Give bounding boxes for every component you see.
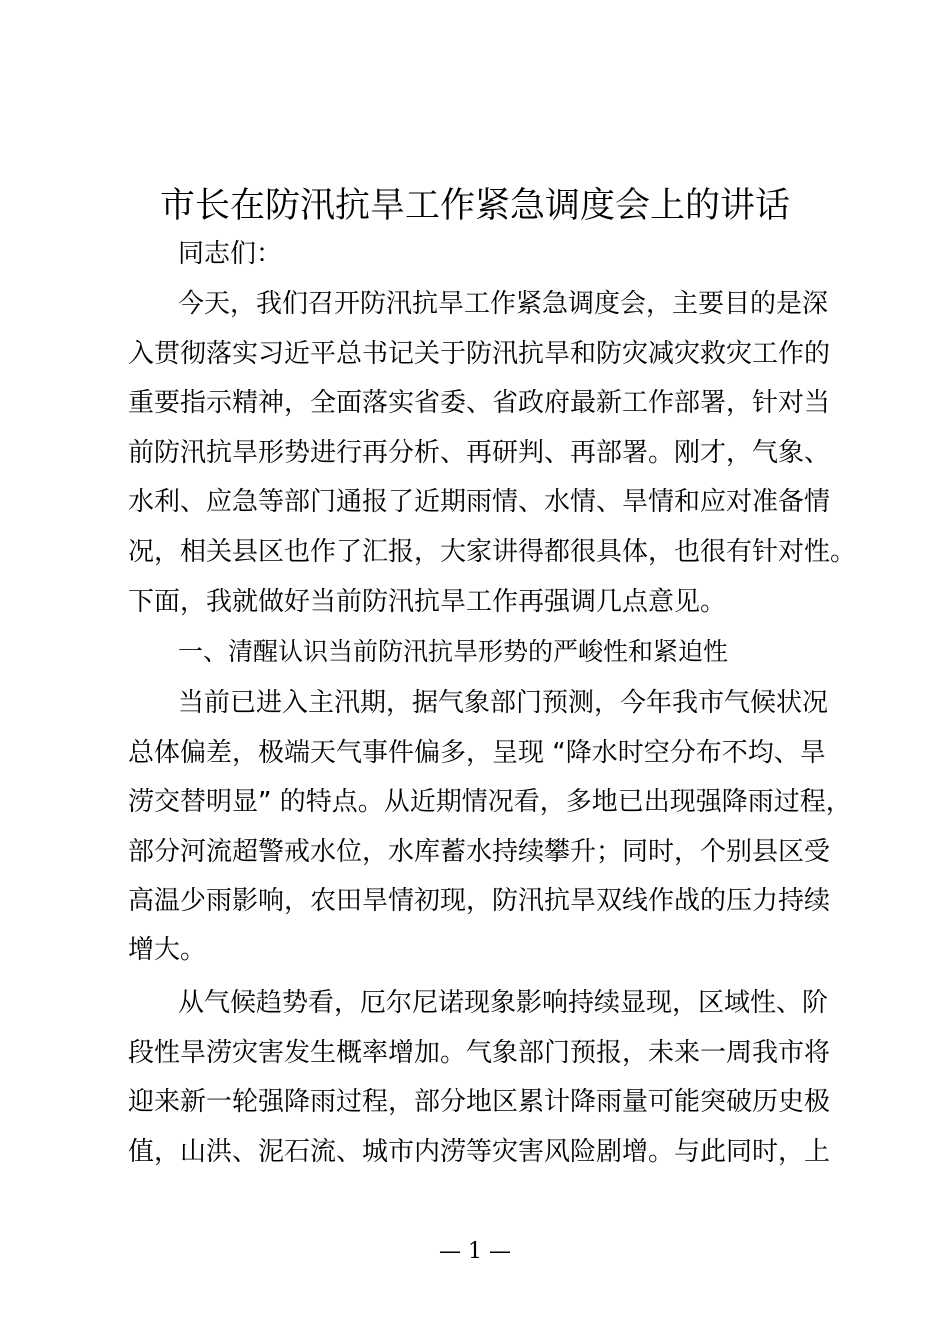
paragraph-2-line: 当前已进入主汛期，据气象部门预测，今年我市气候状况 [178, 688, 829, 718]
paragraph-1-line: 重要指示精神，全面落实省委、省政府最新工作部署，针对当 [128, 388, 831, 418]
paragraph-3-line: 从气候趋势看，厄尔尼诺现象影响持续显现，区域性、阶 [178, 988, 829, 1018]
page-number: — 1 — [439, 1239, 511, 1264]
paragraph-1-line: 今天，我们召开防汛抗旱工作紧急调度会，主要目的是深 [178, 289, 829, 319]
paragraph-2-line: 高温少雨影响，农田旱情初现，防汛抗旱双线作战的压力持续 [128, 886, 831, 916]
paragraph-3-line: 迎来新一轮强降雨过程，部分地区累计降雨量可能突破历史极 [128, 1087, 831, 1117]
paragraph-1-line: 前防汛抗旱形势进行再分析、再研判、再部署。刚才，气象、 [128, 438, 831, 468]
paragraph-1-line: 况，相关县区也作了汇报，大家讲得都很具体，也很有针对性。 [128, 537, 857, 567]
section-heading: 一、清醒认识当前防汛抗旱形势的严峻性和紧迫性 [178, 637, 729, 666]
paragraph-3-line: 值，山洪、泥石流、城市内涝等灾害风险剧增。与此同时，上 [128, 1137, 831, 1167]
paragraph-2-line: 涝交替明显” 的特点。从近期情况看，多地已出现强降雨过程， [128, 787, 852, 817]
paragraph-3-line: 段性旱涝灾害发生概率增加。气象部门预报，未来一周我市将 [128, 1038, 831, 1068]
paragraph-2-line: 部分河流超警戒水位，水库蓄水持续攀升；同时，个别县区受 [128, 837, 831, 867]
paragraph-1-line: 水利、应急等部门通报了近期雨情、水情、旱情和应对准备情 [128, 487, 831, 517]
paragraph-2-line: 增大。 [128, 935, 207, 965]
salutation: 同志们： [178, 239, 283, 269]
document-title: 市长在防汛抗旱工作紧急调度会上的讲话 [159, 186, 790, 226]
paragraph-1-line: 入贯彻落实习近平总书记关于防汛抗旱和防灾减灾救灾工作的 [128, 339, 831, 369]
paragraph-1-line: 下面，我就做好当前防汛抗旱工作再强调几点意见。 [128, 587, 727, 617]
paragraph-2-line: 总体偏差，极端天气事件偏多，呈现 “降水时空分布不均、旱 [128, 738, 826, 768]
